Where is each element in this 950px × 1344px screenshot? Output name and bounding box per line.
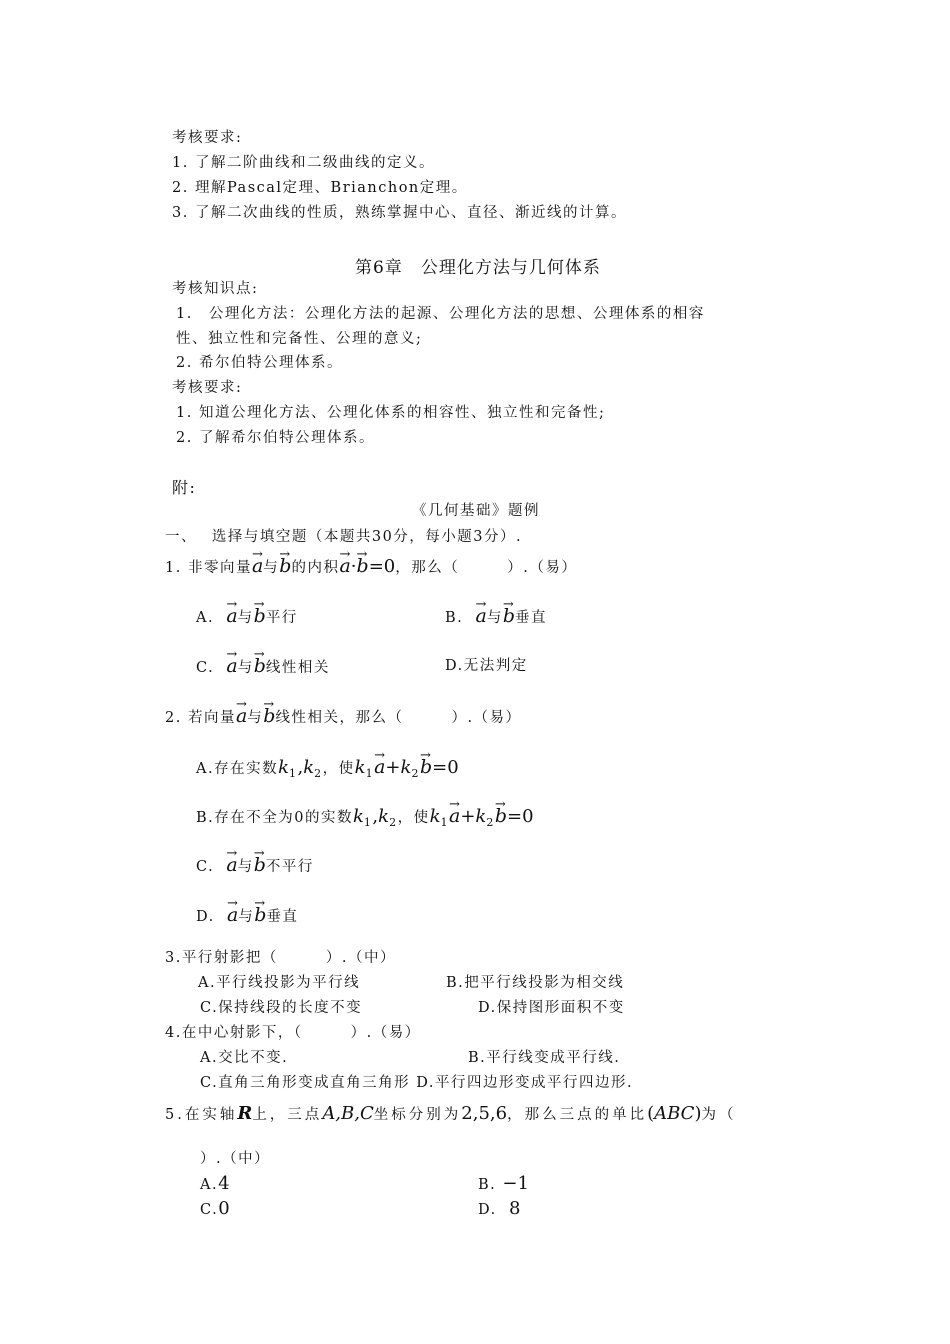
q4-stem: 4.在中心射影下，（ ）.（易） xyxy=(165,1025,421,1041)
q1-option-a: A. → a与→ b平行 xyxy=(196,606,298,628)
q5-option-b: B. −1 xyxy=(478,1173,529,1194)
q5-option-d: D. 8 xyxy=(478,1198,521,1219)
knowledge-heading: 考核知识点: xyxy=(172,281,259,297)
q3-option-c: C.保持线段的长度不变 xyxy=(200,1000,363,1016)
q5-stem: 5.在实轴R上，三点A,B,C坐标分别为2,5,6，那么三点的单比(ABC)为（ xyxy=(165,1103,737,1124)
q5-stem-cont: ）.（中） xyxy=(200,1151,271,1167)
req2-item-2: 2. 了解希尔伯特公理体系。 xyxy=(176,430,375,446)
knowledge-item-1a: 1. 公理化方法：公理化方法的起源、公理化方法的思想、公理体系的相容 xyxy=(176,306,705,322)
knowledge-item-2: 2. 希尔伯特公理体系。 xyxy=(176,355,343,371)
chapter-title: 第6章 公理化方法与几何体系 xyxy=(355,258,601,278)
req-item-1: 1. 了解二阶曲线和二级曲线的定义。 xyxy=(172,155,435,171)
q1-stem: 1. 非零向量→ a与→ b的内积→ a·→ b=0，那么（ ）.（易） xyxy=(165,556,577,578)
q5-option-a: A.4 xyxy=(200,1173,230,1194)
appendix-label: 附: xyxy=(172,478,197,497)
q2-option-d: D. → a与→ b垂直 xyxy=(196,905,298,927)
q1-option-c: C. → a与→ b线性相关 xyxy=(196,656,330,678)
q4-option-b: B.平行线变成平行线. xyxy=(468,1050,621,1066)
q2-option-b: B.存在不全为0的实数$k_1,k_2$，使$k_1\to a+k_2\to b=0$ xyxy=(196,806,534,833)
q4-option-cd: C.直角三角形变成直角三角形 D.平行四边形变成平行四边形. xyxy=(200,1075,634,1091)
q3-option-a: A.平行线投影为平行线 xyxy=(198,975,361,991)
q4-option-a: A.交比不变. xyxy=(200,1050,289,1066)
q2-stem: 2. 若向量→ a与→ b线性相关，那么（ ）.（易） xyxy=(165,706,522,728)
q3-option-d: D.保持图形面积不变 xyxy=(478,1000,625,1016)
q3-stem: 3.平行射影把（ ）.（中） xyxy=(165,950,396,966)
section-heading: 一、 选择与填空题（本题共30分，每小题3分）. xyxy=(165,529,523,545)
appendix-title: 《几何基础》题例 xyxy=(412,503,540,519)
req2-item-1: 1. 知道公理化方法、公理化体系的相容性、独立性和完备性; xyxy=(176,405,606,421)
req-item-3: 3. 了解二次曲线的性质，熟练掌握中心、直径、渐近线的计算。 xyxy=(172,205,627,221)
q2-option-c: C. → a与→ b不平行 xyxy=(196,855,314,877)
req-item-2: 2. 理解Pascal定理、Brianchon定理。 xyxy=(172,180,468,196)
q1-option-b: B. → a与→ b垂直 xyxy=(445,606,547,628)
req-heading-2: 考核要求: xyxy=(172,380,243,396)
knowledge-item-1b: 性、独立性和完备性、公理的意义; xyxy=(176,331,423,347)
req-heading: 考核要求: xyxy=(172,130,243,146)
q1-option-d: D.无法判定 xyxy=(445,658,528,674)
q3-option-b: B.把平行线投影为相交线 xyxy=(446,975,625,991)
q2-option-a: A.存在实数$k_1,k_2$，使$k_1\to a+k_2\to b=0$ xyxy=(196,757,459,784)
q5-option-c: C.0 xyxy=(200,1198,230,1219)
